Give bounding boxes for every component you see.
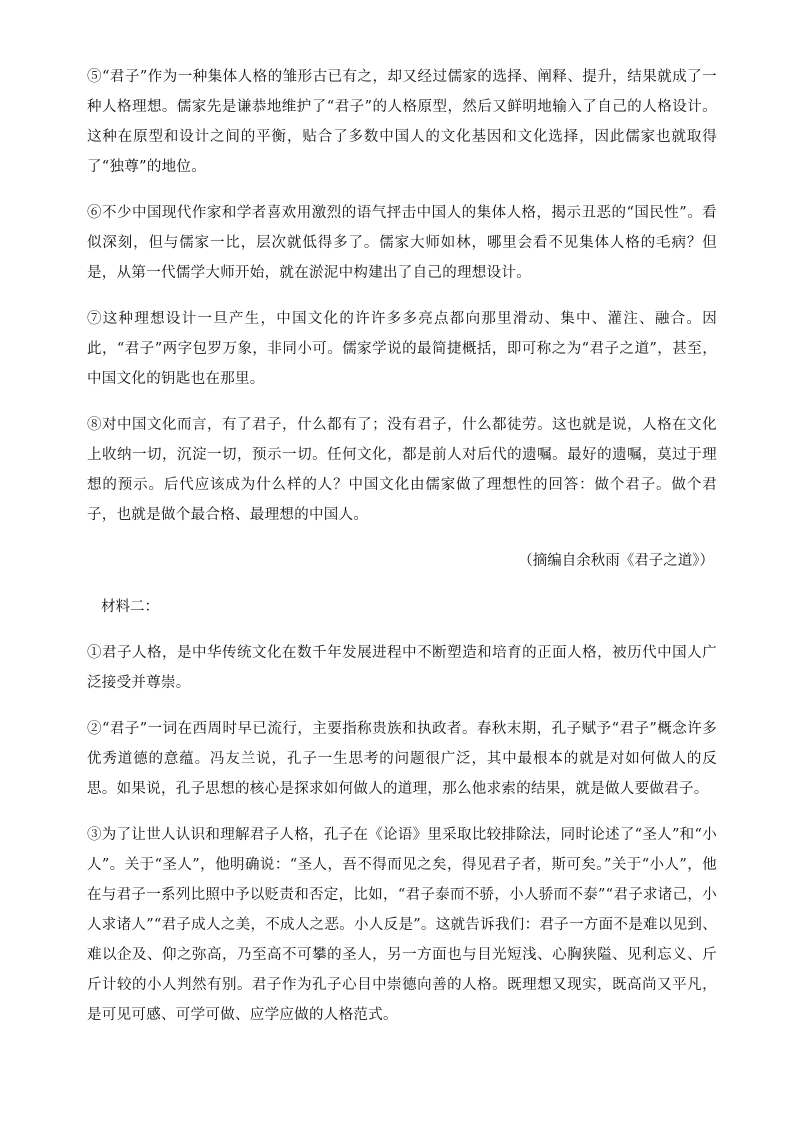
material-two-paragraph-1: ①君子人格，是中华传统文化在数千年发展进程中不断塑造和培育的正面人格，被历代中国人广泛接受并尊崇。 [87,645,717,691]
material-two-paragraph-2: ②“君子”一词在西周时早已流行，主要指称贵族和执政者。春秋末期，孔子赋予“君子”概念许多优秀道德的意蕴。冯友兰说，孔子一生思考的问题很广泛，其中最根本的就是对如何做人的反思。如果说，孔子思想的核心是探求如何做人的道理，那么他求索的结果，就是做人要做君子。 [87,721,717,797]
material-two-paragraph-3: ③为了让世人认识和理解君子人格，孔子在《论语》里采取比较排除法，同时论述了“圣人”和“小人”。关于“圣人”，他明确说：“圣人，吾不得而见之矣，得见君子者，斯可矣。”关于“小人”，他在与君子一系列比照中予以贬责和否定，比如，“君子泰而不骄，小人骄而不泰”“君子求诸己，小人求诸人”“君子成人之美，不成人之恶。小人反是”。这就告诉我们：君子一方面不是难以见到、难以企及、仰之弥高，乃至高不可攀的圣人，另一方面也与目光短浅、心胸狭隘、见利忘义、斤斤计较的小人判然有别。君子作为孔子心目中崇德向善的人格。既理想又现实，既高尚又平凡，是可见可感、可学可做、应学应做的人格范式。 [87,827,717,1023]
source-citation: （摘编自余秋雨《君子之道》） [518,553,714,569]
material-two-heading: 材料二： [101,599,159,615]
paragraph-7: ⑦这种理想设计一旦产生，中国文化的许许多多亮点都向那里滑动、集中、灌注、融合。因此，“君子”两字包罗万象，非同小可。儒家学说的最简捷概括，即可称之为“君子之道”，甚至，中国文化的钥匙也在那里。 [87,311,717,387]
paragraph-5: ⑤“君子”作为一种集体人格的雏形古已有之，却又经过儒家的选择、阐释、提升，结果就成了一种人格理想。儒家先是谦恭地维护了“君子”的人格原型，然后又鲜明地输入了自己的人格设计。这种在原型和设计之间的平衡，贴合了多数中国人的文化基因和文化选择，因此儒家也就取得了“独尊”的地位。 [87,69,717,175]
document-body [87,62,717,1046]
paragraph-6: ⑥不少中国现代作家和学者喜欢用激烈的语气抨击中国人的集体人格，揭示丑恶的“国民性”。看似深刻，但与儒家一比，层次就低得多了。儒家大师如林，哪里会看不见集体人格的毛病？但是，从第一代儒学大师开始，就在淤泥中构建出了自己的理想设计。 [87,205,717,281]
paragraph-8: ⑧对中国文化而言，有了君子，什么都有了；没有君子，什么都徒劳。这也就是说，人格在文化上收纳一切，沉淀一切，预示一切。任何文化，都是前人对后代的遗嘱。最好的遗嘱，莫过于理想的预示。后代应该成为什么样的人？中国文化由儒家做了理想性的回答：做个君子。做个君子，也就是做个最合格、最理想的中国人。 [87,417,717,523]
